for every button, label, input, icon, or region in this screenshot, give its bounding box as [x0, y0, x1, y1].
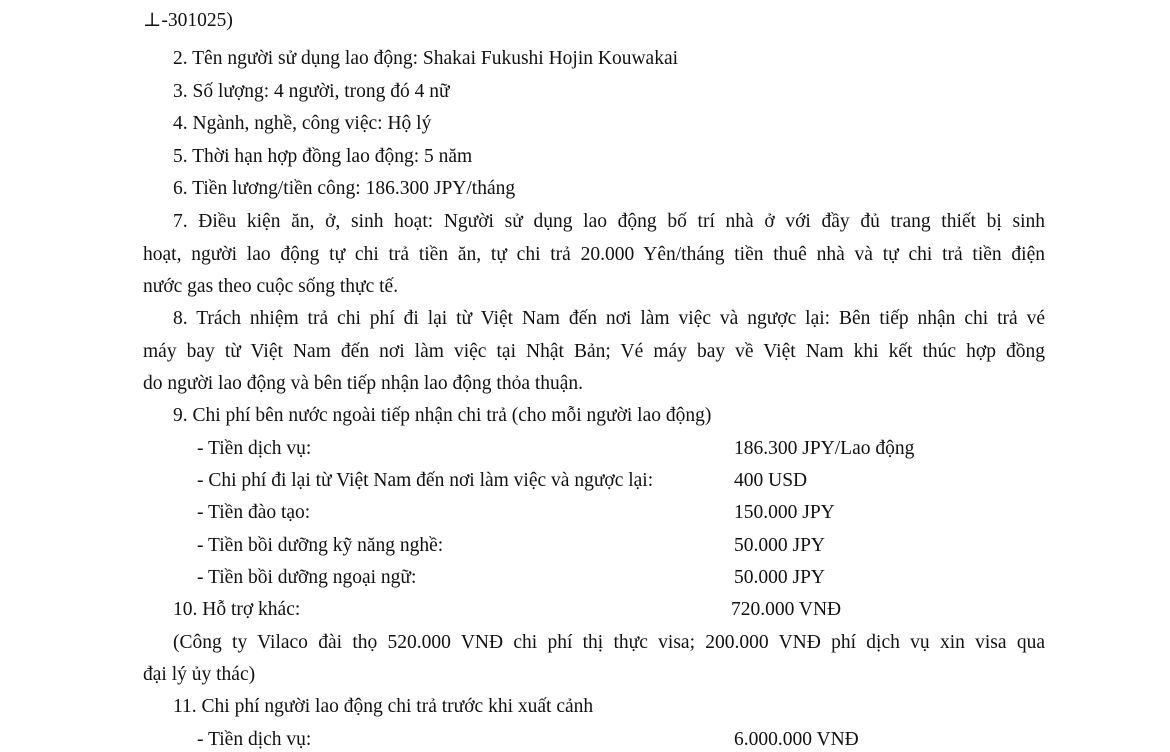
item-10-note-line-2: đại lý ủy thác) — [143, 664, 256, 685]
item-7-line-3: nước gas theo cuộc sống thực tế. — [143, 276, 399, 297]
item-9-row-amount: 50.000 JPY — [734, 567, 826, 588]
top-fragment-line — [143, 9, 233, 33]
item-8-line-2: máy bay từ Việt Nam đến nơi làm việc tại Nhật Bản; Vé máy bay về Việt Nam khi kết thúc hợp đồng — [143, 341, 1045, 362]
item-9-row-amount: 150.000 JPY — [734, 502, 835, 523]
item-5-contract-term: 5. Thời hạn hợp đồng lao động: 5 năm — [173, 146, 473, 167]
item-3-quantity: 3. Số lượng: 4 người, trong đó 4 nữ — [173, 81, 450, 102]
item-9-row-label: - Tiền bồi dưỡng ngoại ngữ: — [197, 567, 417, 588]
item-2-employer: 2. Tên người sử dụng lao động: Shakai Fukushi Hojin Kouwakai — [173, 48, 679, 69]
item-8-line-3: do người lao động và bên tiếp nhận lao động thỏa thuận. — [143, 373, 584, 394]
item-9-row-label: - Tiền đào tạo: — [197, 502, 311, 523]
top-fragment-text: -301025) — [161, 10, 233, 31]
item-9-row-amount: 186.300 JPY/Lao động — [734, 438, 915, 459]
item-11-row-amount: 6.000.000 VNĐ — [734, 729, 859, 750]
item-10-label: 10. Hỗ trợ khác: — [173, 599, 301, 620]
item-7-line-1: 7. Điều kiện ăn, ở, sinh hoạt: Người sử dụng lao động bố trí nhà ở với đầy đủ trang thiết bị sinh — [173, 211, 1045, 232]
item-9-row-label: - Tiền dịch vụ: — [197, 438, 312, 459]
top-fragment-prefix: ⊥ — [143, 10, 162, 31]
item-10-note-line-1: (Công ty Vilaco đài thọ 520.000 VNĐ chi phí thị thực visa; 200.000 VNĐ phí dịch vụ xin visa qua — [173, 632, 1045, 653]
item-11-heading: 11. Chi phí người lao động chi trả trước khi xuất cảnh — [173, 696, 594, 717]
item-9-row-label: - Tiền bồi dưỡng kỹ năng nghề: — [197, 535, 444, 556]
item-9-row-amount: 50.000 JPY — [734, 535, 826, 556]
item-4-occupation: 4. Ngành, nghề, công việc: Hộ lý — [173, 113, 432, 134]
item-6-salary: 6. Tiền lương/tiền công: 186.300 JPY/tháng — [173, 178, 516, 199]
item-11-row-label: - Tiền dịch vụ: — [197, 729, 312, 750]
item-7-line-2: hoạt, người lao động tự chi trả tiền ăn, tự chi trả 20.000 Yên/tháng tiền thuê nhà và tự chi trả tiền điện — [143, 244, 1045, 265]
item-9-row-label: - Chi phí đi lại từ Việt Nam đến nơi làm việc và ngược lại: — [197, 470, 654, 491]
item-10-amount: 720.000 VNĐ — [731, 599, 842, 620]
item-9-row-amount: 400 USD — [734, 470, 808, 491]
item-9-heading: 9. Chi phí bên nước ngoài tiếp nhận chi trả (cho mỗi người lao động) — [173, 405, 712, 426]
item-8-line-1: 8. Trách nhiệm trả chi phí đi lại từ Việt Nam đến nơi làm việc và ngược lại: Bên tiếp nhận chi trả vé — [173, 308, 1045, 329]
